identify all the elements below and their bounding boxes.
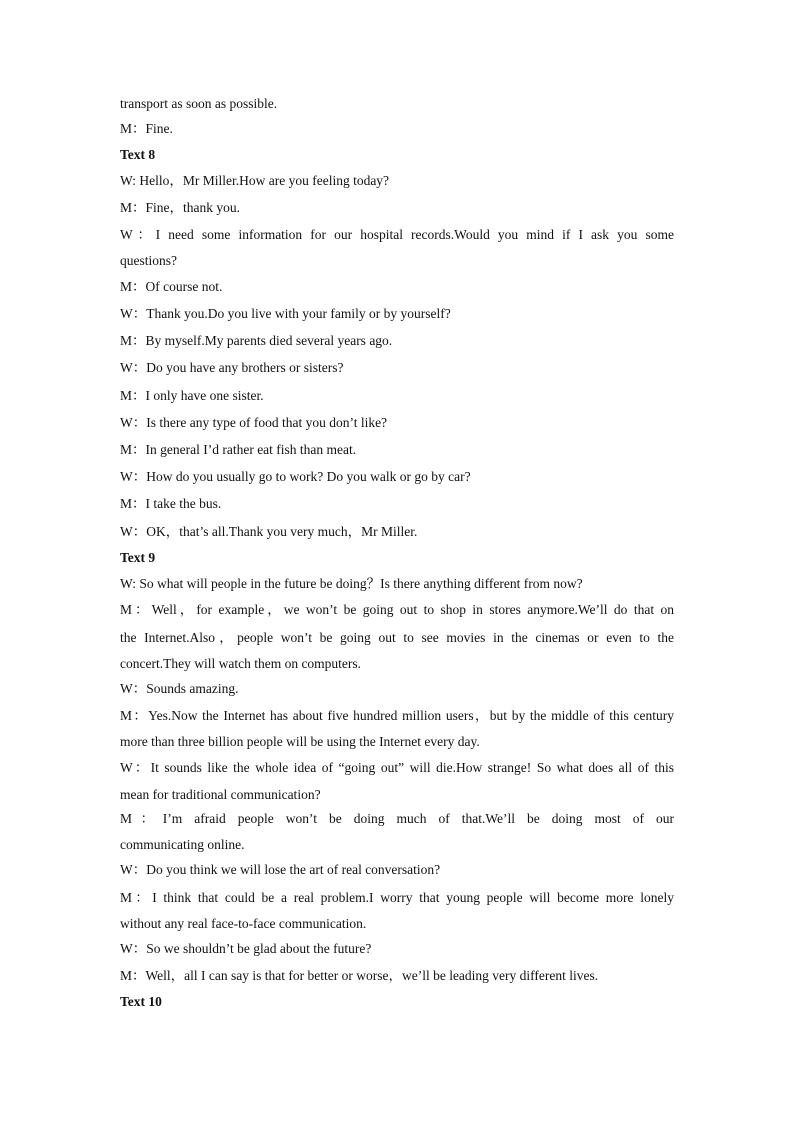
text-line: M：Well，all I can say is that for better or worse，we’ll be leading very different lives. — [120, 968, 599, 983]
text-line: W：Thank you.Do you live with your family or by yourself? — [120, 306, 451, 321]
text-line: M：I’m afraid people won’t be doing much of that.We’ll be doing most of our — [120, 811, 674, 826]
text-line: M：Fine，thank you. — [120, 200, 240, 215]
text-line: W: So what will people in the future be doing？Is there anything different from now? — [120, 576, 583, 591]
text-line: W：It sounds like the whole idea of “going out” will die.How strange! So what does all of this — [120, 760, 674, 775]
text-line: W：Do you have any brothers or sisters? — [120, 360, 344, 375]
text-line: M：By myself.My parents died several years ago. — [120, 333, 393, 348]
text-line: M：I think that could be a real problem.I worry that young people will become more lonely — [120, 890, 674, 905]
section-heading-text-10: Text 10 — [120, 994, 162, 1009]
text-line: transport as soon as possible. — [120, 96, 278, 111]
section-heading-text-9: Text 9 — [120, 550, 156, 565]
text-line: W：I need some information for our hospital records.Would you mind if I ask you some — [120, 227, 674, 242]
text-line: W：OK，that’s all.Thank you very much，Mr Miller. — [120, 524, 418, 539]
text-line: M：Of course not. — [120, 279, 223, 294]
text-line: M：I only have one sister. — [120, 388, 264, 403]
text-line: M：Well，for example，we won’t be going out to shop in stores anymore.We’ll do that on — [120, 602, 674, 617]
section-heading-text-8: Text 8 — [120, 147, 156, 162]
text-line: W：Do you think we will lose the art of real conversation? — [120, 862, 441, 877]
text-line: questions? — [120, 253, 177, 268]
text-line: M：In general I’d rather eat fish than meat. — [120, 442, 357, 457]
text-line: M：I take the bus. — [120, 496, 222, 511]
text-line: W：Sounds amazing. — [120, 681, 239, 696]
text-line: W: Hello，Mr Miller.How are you feeling today? — [120, 173, 390, 188]
text-line: W：So we shouldn’t be glad about the future? — [120, 941, 372, 956]
text-line: M：Yes.Now the Internet has about five hundred million users，but by the middle of this century — [120, 708, 674, 723]
text-line: concert.They will watch them on computers. — [120, 656, 362, 671]
text-line: communicating online. — [120, 837, 245, 852]
text-line: M：Fine. — [120, 121, 173, 136]
text-line: the Internet.Also，people won’t be going out to see movies in the cinemas or even to the — [120, 630, 674, 645]
text-line: W：Is there any type of food that you don’t like? — [120, 415, 388, 430]
text-line: more than three billion people will be using the Internet every day. — [120, 734, 480, 749]
text-line: without any real face-to-face communication. — [120, 916, 367, 931]
text-line: W：How do you usually go to work? Do you walk or go by car? — [120, 469, 471, 484]
text-line: mean for traditional communication? — [120, 787, 321, 802]
